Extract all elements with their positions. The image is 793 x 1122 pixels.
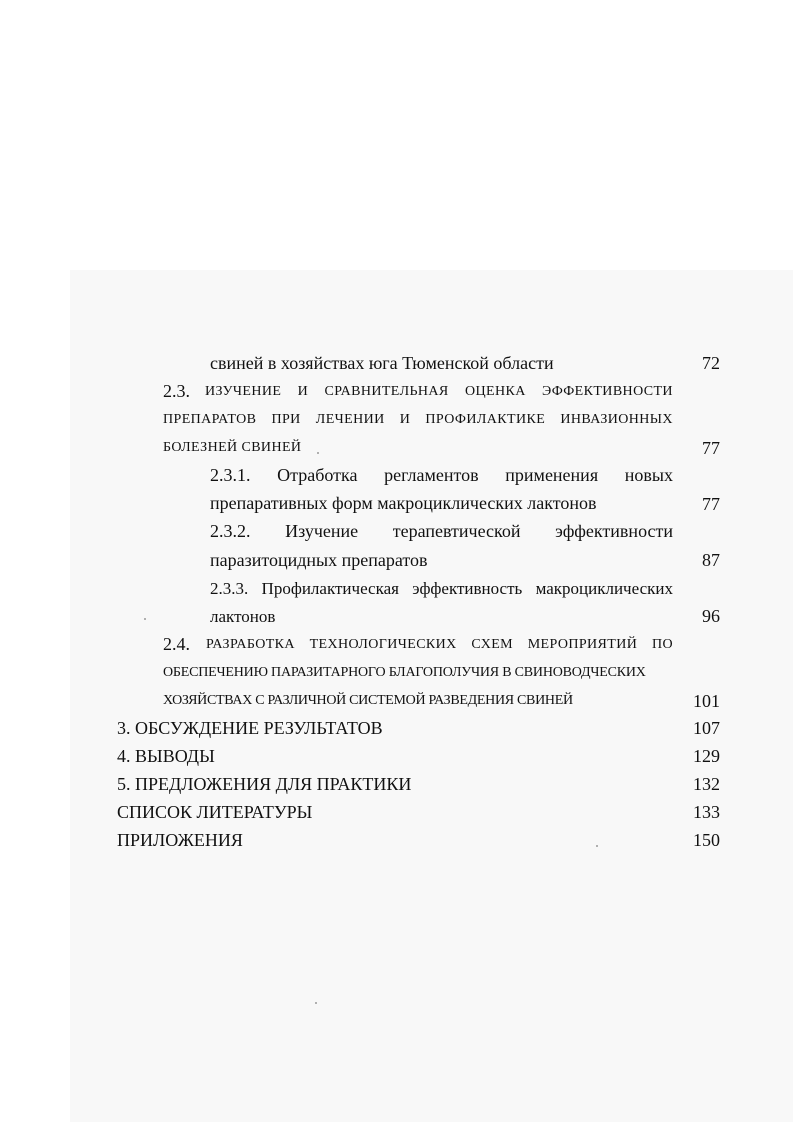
heading-word: ПРЕПАРАТОВ <box>163 412 257 427</box>
subsection-word: эффективность <box>412 579 523 598</box>
heading-word: ПРОФИЛАКТИКЕ <box>425 412 546 427</box>
toc-page-number: 77 <box>702 494 720 514</box>
toc-page-number: 87 <box>702 550 720 570</box>
subsection-line: лактонов <box>210 607 276 626</box>
section-heading-line <box>205 385 673 399</box>
section-number: 2.4. <box>163 634 190 654</box>
chapter-title: СПИСОК ЛИТЕРАТУРЫ <box>117 802 313 822</box>
subsection-line: препаративных форм макроциклических лактонов <box>210 493 597 513</box>
chapter-title: ПРИЛОЖЕНИЯ <box>117 830 243 850</box>
scan-speck <box>144 618 146 620</box>
heading-word: ИНВАЗИОННЫХ <box>560 412 673 427</box>
subsection-word: макроциклических <box>535 579 673 598</box>
subsection-word: эффективности <box>555 521 673 541</box>
heading-word: СХЕМ <box>471 637 514 652</box>
heading-word: ОЦЕНКА <box>464 384 526 399</box>
scan-speck <box>315 1002 317 1004</box>
toc-page-number: 150 <box>693 830 720 850</box>
toc-page-number: 133 <box>693 802 720 822</box>
toc-page-number: 72 <box>702 353 720 373</box>
subsection-word: 2.3.1. <box>210 465 251 485</box>
subsection-word: 2.3.2. <box>210 521 251 541</box>
subsection-line: паразитоцидных препаратов <box>210 550 428 570</box>
subsection-word: применения <box>505 465 599 485</box>
subsection-word: 2.3.3. <box>210 579 249 598</box>
heading-word: СРАВНИТЕЛЬНАЯ <box>324 384 449 399</box>
heading-word: МЕРОПРИЯТИЙ <box>527 637 638 652</box>
subsection-word: Профилактическая <box>261 579 399 598</box>
toc-page-number: 132 <box>693 774 720 794</box>
heading-word: И <box>399 412 411 427</box>
subsection-word: новых <box>624 465 673 485</box>
toc-page-number: 77 <box>702 438 720 458</box>
subsection-line <box>210 466 673 484</box>
section-heading-line <box>206 638 673 652</box>
section-number: 2.3. <box>163 381 190 401</box>
subsection-line <box>210 580 673 597</box>
chapter-title: 4. ВЫВОДЫ <box>117 746 215 766</box>
heading-word: И <box>297 384 309 399</box>
subsection-line <box>210 522 673 540</box>
heading-word: ПРИ <box>271 412 301 427</box>
toc-entry-text: свиней в хозяйствах юга Тюменской области <box>210 353 554 373</box>
scan-speck <box>317 452 319 454</box>
section-heading-line: ОБЕСПЕЧЕНИЮ ПАРАЗИТАРНОГО БЛАГОПОЛУЧИЯ В СВИНОВОДЧЕСКИХ <box>163 665 646 680</box>
subsection-word: терапевтической <box>392 521 521 541</box>
subsection-word: Отработка <box>277 465 358 485</box>
scan-speck <box>596 845 598 847</box>
section-heading-line: ХОЗЯЙСТВАХ С РАЗЛИЧНОЙ СИСТЕМОЙ РАЗВЕДЕНИЯ СВИНЕЙ <box>163 693 573 708</box>
toc-page-number: 129 <box>693 746 720 766</box>
toc-page-number: 96 <box>702 606 720 626</box>
subsection-word: Изучение <box>285 521 359 541</box>
toc-page-number: 101 <box>693 691 720 711</box>
heading-word: ПО <box>651 637 673 652</box>
chapter-title: 5. ПРЕДЛОЖЕНИЯ ДЛЯ ПРАКТИКИ <box>117 774 412 794</box>
heading-word: РАЗРАБОТКА <box>206 637 295 652</box>
heading-word: ИЗУЧЕНИЕ <box>205 384 282 399</box>
section-heading-line <box>163 413 673 427</box>
toc-page-number: 107 <box>693 718 720 738</box>
subsection-word: регламентов <box>384 465 479 485</box>
heading-word: ЭФФЕКТИВНОСТИ <box>542 384 673 399</box>
section-heading-line: БОЛЕЗНЕЙ СВИНЕЙ <box>163 440 302 455</box>
heading-word: ТЕХНОЛОГИЧЕСКИХ <box>309 637 457 652</box>
chapter-title: 3. ОБСУЖДЕНИЕ РЕЗУЛЬТАТОВ <box>117 718 383 738</box>
heading-word: ЛЕЧЕНИИ <box>315 412 385 427</box>
